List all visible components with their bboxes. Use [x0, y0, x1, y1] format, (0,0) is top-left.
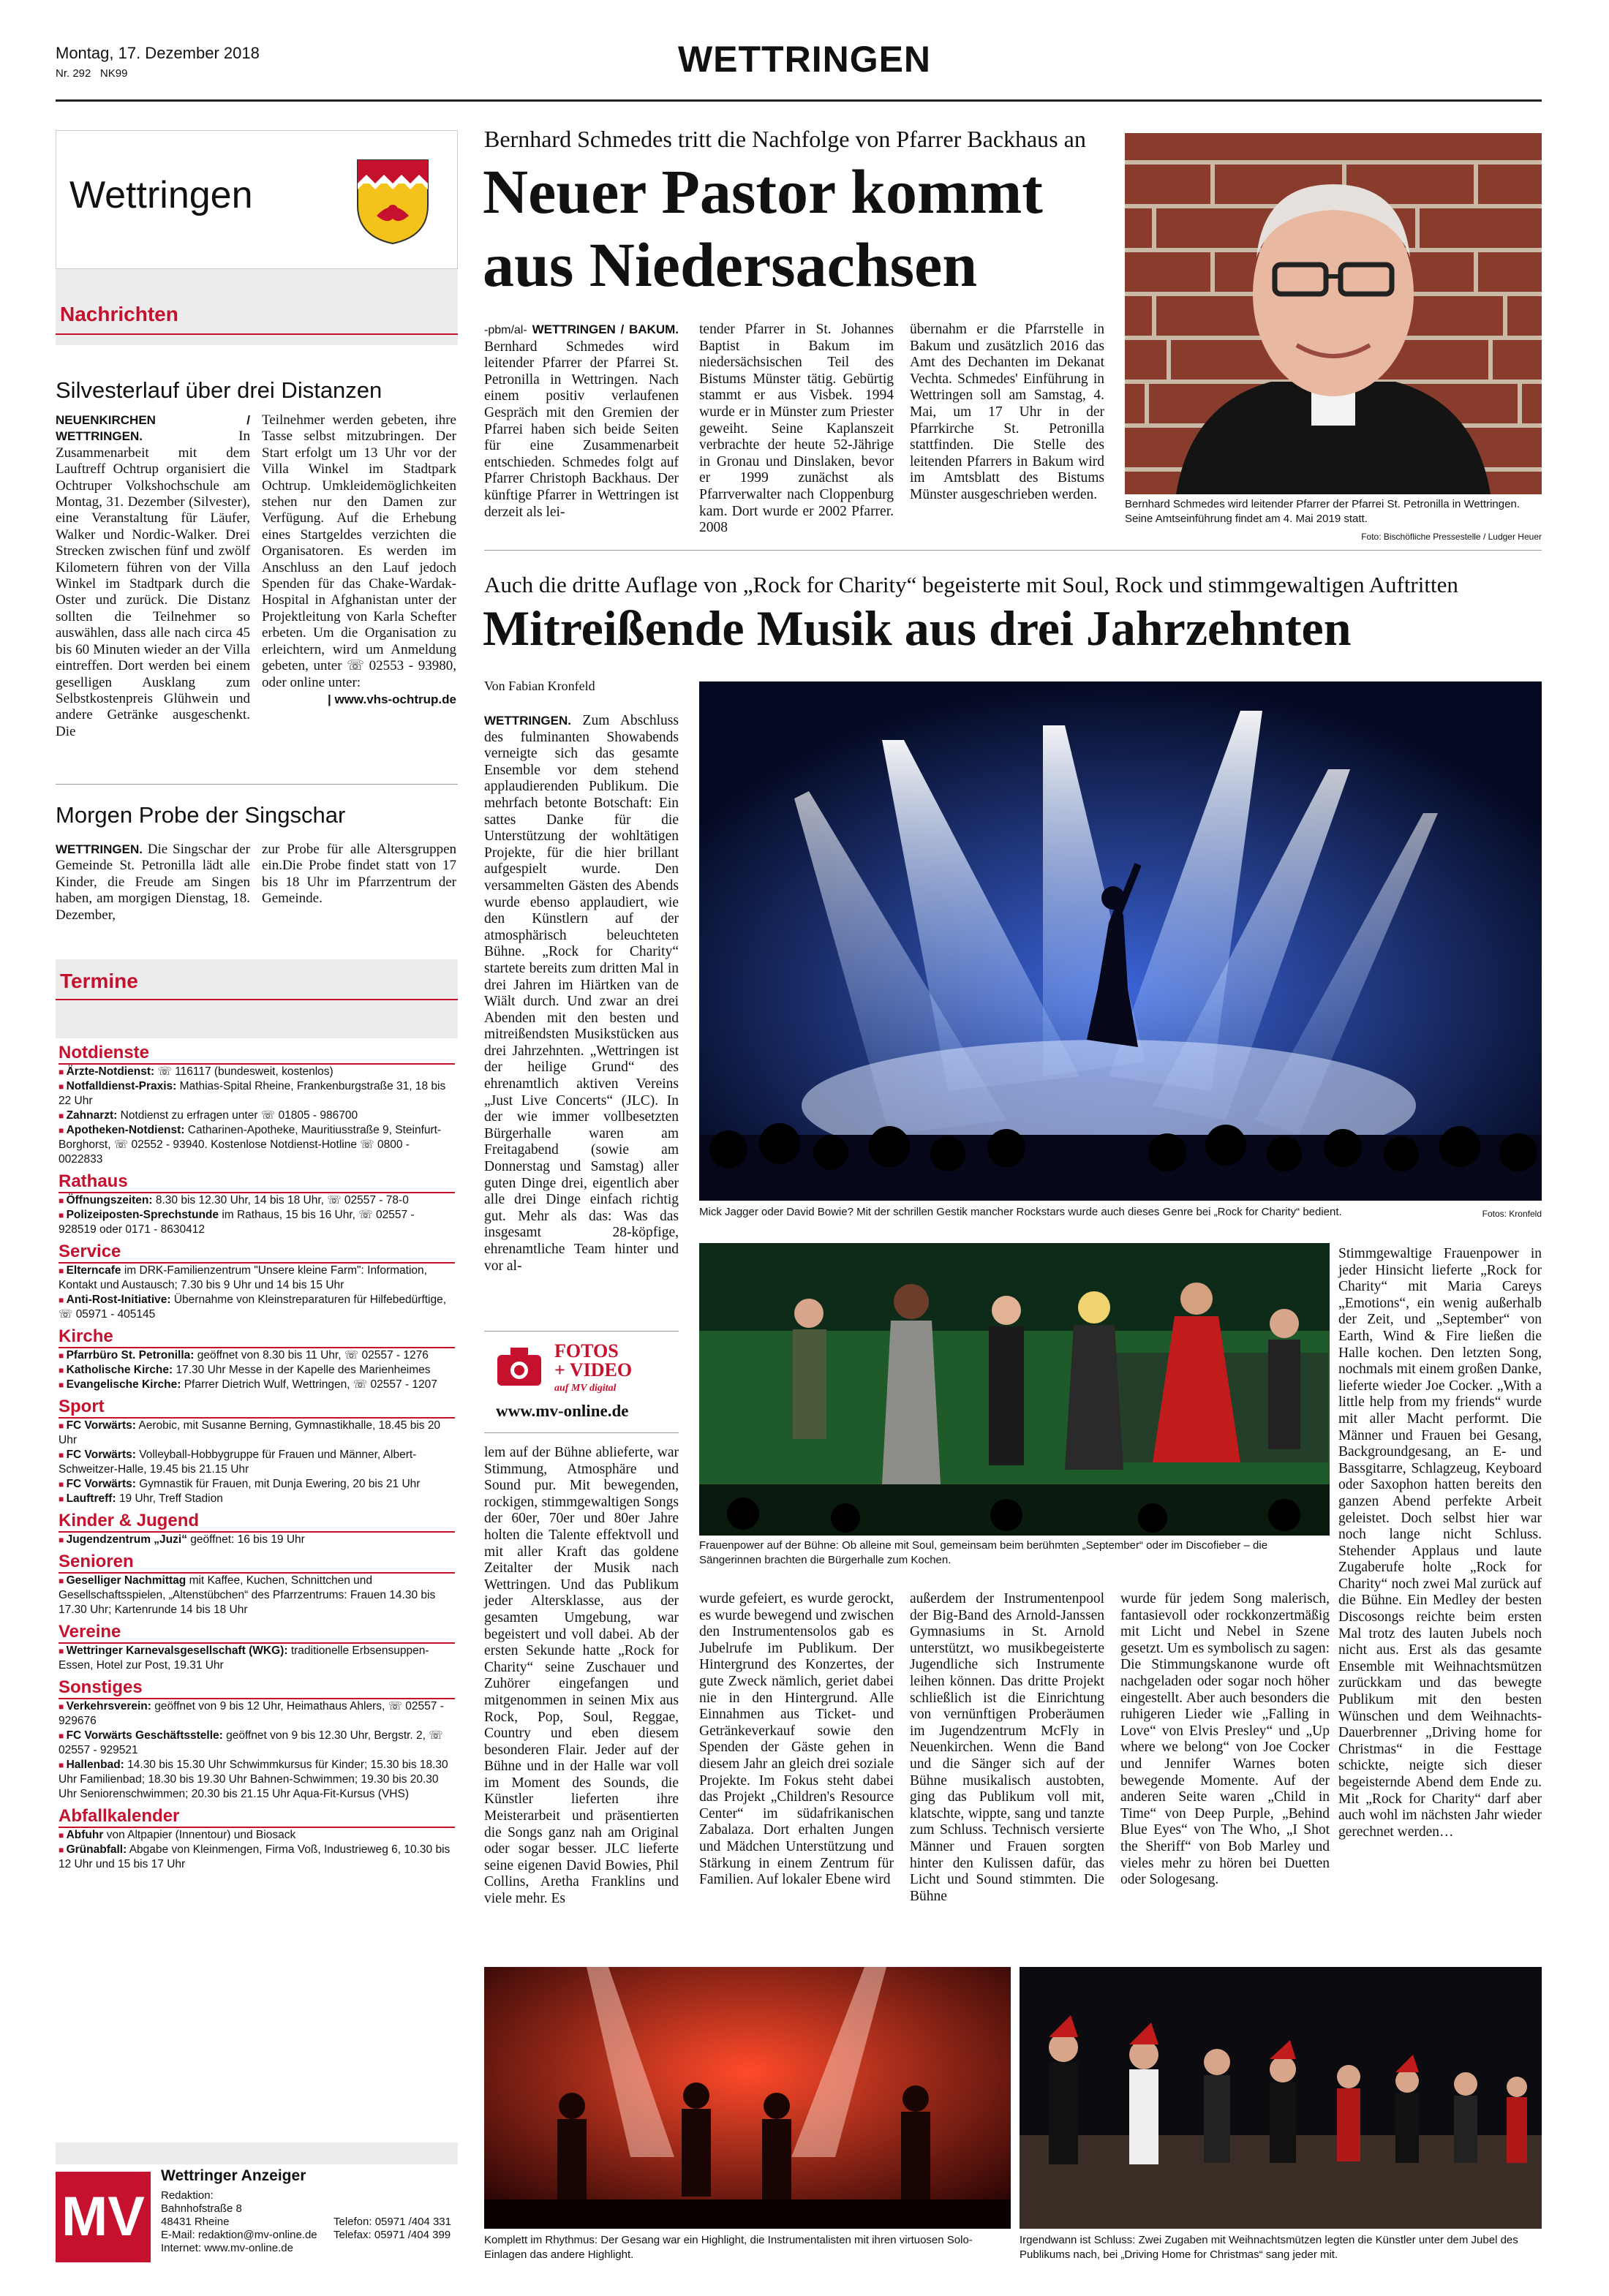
news1-title: Silvesterlauf über drei Distanzen	[56, 377, 383, 403]
termine-item-text: im Rathaus, 15 bis 16 Uhr, ☏ 02557 - 928519 oder 0171 - 8630412	[59, 1209, 415, 1236]
termine-item	[59, 1533, 455, 1547]
impressum	[56, 2164, 458, 2274]
termine-item-text: im DRK-Familienzentrum "Unsere kleine Farm": Information, Kontakt und Austausch; 7.30 bis 9 Uhr und 14 bis 15 Uhr	[59, 1264, 427, 1291]
pastor-photo	[1125, 133, 1542, 494]
termine-heading: Kirche	[59, 1326, 455, 1348]
promo-url[interactable]: www.mv-online.de	[496, 1402, 629, 1420]
caption-main-credit: Fotos: Kronfeld	[1482, 1209, 1542, 1219]
termine-item	[59, 1843, 455, 1872]
news2-title: Morgen Probe der Singschar	[56, 802, 346, 828]
camera-icon	[496, 1345, 543, 1389]
caption-main-photo: Mick Jagger oder David Bowie? Mit der schrillen Gestik mancher Rockstars wurde auch dieses Genre bei „Rock for Charity“ bedient.	[699, 1206, 1342, 1218]
article1-col2: tender Pfarrer in St. Johannes Baptist in Bakum im niedersächsischen Teil des Bistums Münster tätig. Gebürtig stammt er aus Visbek. 1994 wurde er in Münster zum Priester geweiht. Seine Kaplanszeit verbrachte der heute 52-Jährige in Gronau und Dinslaken, bevor er 1999 zunächst als Pfarrverwalter nach Cloppenburg kam. Dort wurde er 2002 Pfarrer. 2008	[699, 322, 894, 536]
band-on-stage-icon	[484, 1967, 1011, 2229]
termine-item-label: ■ Katholische Kirche:	[59, 1364, 173, 1376]
termine-heading: Abfallkalender	[59, 1806, 455, 1828]
termine-heading: Rathaus	[59, 1171, 455, 1193]
caption-singers-photo: Frauenpower auf der Bühne: Ob alleine mit Soul, gemeinsam beim berühmten „September“ oder im Discofieber – die Sängerinnen brachten die Bürgerhalle zum Kochen.	[699, 1539, 1268, 1566]
promo-box[interactable]	[484, 1331, 679, 1433]
termine-item	[59, 1492, 455, 1506]
stage-lights-icon	[699, 681, 1542, 1201]
termine-item	[59, 1264, 455, 1293]
concert-photo-singers	[699, 1243, 1330, 1536]
article1-headline	[483, 155, 1043, 301]
article1-headline-line1: Neuer Pastor kommt	[483, 156, 1043, 227]
termine-item	[59, 1477, 455, 1492]
article2-col4: wurde für jedem Song malerisch, fantasievoll oder rockkonzertmäßig mit Licht und Nebel in Szene gesetzt. Um es symbolisch zu sagen: Die Stimmungskanone wurde oft nachgeladen oder sogar noch höher eingestellt. Aber auch besonders die ruhigeren Lieder wie „Falling in Love“ von Elvis Presley“ und „Up where we belong“ von Joe Cocker und Jennifer Warnes boten bewegende Momente. Auf der anderen Seite waren „Child in Time“ von Deep Purple, „Behind Blue Eyes“ von The Who, „I Shot the Sheriff“ von Bob Marley und vieles mehr zu hören bei Duetten oder Sologesang.	[1120, 1591, 1330, 1888]
termine-item	[59, 1828, 455, 1843]
termine-item-label: ■ Polizeiposten-Sprechstunde	[59, 1209, 219, 1221]
article1-dateline: WETTRINGEN / BAKUM.	[532, 322, 679, 336]
termine-item-text: Notdienst zu erfragen unter ☏ 01805 - 986700	[120, 1109, 358, 1122]
article2-kicker: Auch die dritte Auflage von „Rock for Charity“ begeisterte mit Soul, Rock und stimmgewaltigen Auftritten	[484, 572, 1458, 597]
termine-item-label: ■ Apotheken-Notdienst:	[59, 1124, 184, 1136]
termine-item-text: Aerobic, mit Susanne Berning, Gymnastikhalle, 18.45 bis 20 Uhr	[59, 1419, 441, 1446]
article1-headline-line2: aus Niedersachsen	[483, 230, 978, 300]
termine-heading: Notdienste	[59, 1043, 455, 1065]
termine-item	[59, 1729, 455, 1758]
termine-item-label: ■ FC Vorwärts:	[59, 1478, 136, 1490]
article2-byline: Von Fabian Kronfeld	[484, 679, 595, 693]
termine-item-text: geöffnet von 9 bis 12.30 Uhr, Bergstr. 2, ☏ 02557 - 929521	[59, 1729, 443, 1756]
termine-item	[59, 1123, 455, 1167]
termine-item	[59, 1065, 455, 1079]
termine-item	[59, 1574, 455, 1617]
termine-item-label: ■ Grünabfall:	[59, 1843, 127, 1856]
news1-col1-text: In Zusammenarbeit mit dem Lauftreff Ochtrup organisiert die Ochtruper Volkshochschule am Montag, 31. Dezember (Silvester), eine Veranstaltung für Läufer, Walker und Nordic-Walker. Drei Strecken zwischen fünf und zwölf Kilometern führen von der Villa Winkel im Stadtpark durch die Oster und zurück. Die Distanz sollten die Teilnehmer so auswählen, dass alle nach circa 45 bis 60 Minuten wieder an der Villa eintreffen. Dort werden bei einem geselligen Ausklang zum Selbstkostenpreis Glühwein und andere Getränke ausgeschenkt. Die	[56, 428, 250, 739]
termine-heading: Sonstiges	[59, 1677, 455, 1699]
termine-item-label: ■ Geselliger Nachmittag	[59, 1574, 186, 1587]
termine-item-text: Übernahme von Kleinstreparaturen für Hilfebedürftige, ☏ 05971 - 405145	[59, 1294, 447, 1321]
termine-item-label: ■ Wettringer Karnevalsgesellschaft (WKG):	[59, 1644, 288, 1657]
pastor-photo-credit: Foto: Bischöfliche Pressestelle / Ludger Heuer	[1361, 532, 1542, 542]
article2-col5: Stimmgewaltige Frauenpower in jeder Hinsicht lieferte „Rock for Charity“ mit Maria Careys „Emotions“, ein wenig außerhalb der Zeit, und „September“ von Earth, Wind & Fire ließen die Halle kochen. Den letzten Song, nochmals mit einem großen Danke, lieferte wieder Joe Cocker. „With a little help from my friends“ wurde mit aller Macht performt. Die Männer und Frauen bei Gesang, Backgroundgesang, an E- und Bassgitarre, Schlagzeug, Keyboard oder Saxophon hatten bereits den ganzen Abend perfekte Arbeit geleistet. Doch selbst hier war noch lange nicht Schluss. Stehender Applaus und laute Zugaberufe holte „Rock for Charity“ noch zwei Mal zurück auf die Bühne. Ein Medley der besten Discosongs reichte beim ersten Mal trotz des lauten Jubels noch nicht aus. Erst als das gesamte Ensemble mit Weihnachtsmützen zurückkam und das bewegte Publikum mit den besten Wünschen und dem Weihnachts-Dauerbrenner „Driving home for Christmas“ in die Festtage schickte, neigte sich dieser begeisternde Abend dem Ende zu. Mit „Rock for Charity“ darf aber auch wohl im nächsten Jahr wieder gerechnet werden…	[1338, 1246, 1542, 1840]
termine-item-label: ■ Öffnungszeiten:	[59, 1194, 153, 1206]
termine-item-label: ■ FC Vorwärts Geschäftsstelle:	[59, 1729, 223, 1742]
news1-link[interactable]: | www.vhs-ochtrup.de	[327, 692, 456, 706]
pastor-caption: Bernhard Schmedes wird leitender Pfarrer der Pfarrei St. Petronilla in Wettringen. Seine Amtseinführung findet am 4. Mai 2019 statt.	[1125, 498, 1520, 525]
article-divider	[484, 550, 1542, 551]
termine-label: Termine	[60, 970, 138, 992]
termine-item-label: ■ Notfalldienst-Praxis:	[59, 1080, 176, 1092]
news2-dateline: WETTRINGEN.	[56, 842, 143, 856]
termine-item-label: ■ Zahnarzt:	[59, 1109, 117, 1122]
article1-col1-text: Bernhard Schmedes wird leitender Pfarrer der Pfarrei St. Petronilla in Wettringen. Nach einem positiv verlaufenen Gespräch mit den Gremien der Pfarrei haben sich beide Seiten für eine Zusammenarbeit entschieden. Schmedes folgt auf Pfarrer Christoph Backhaus. Der künftige Pfarrer in Wettringen ist derzeit als lei-	[484, 339, 679, 520]
termine-item-text: Gymnastik für Frauen, mit Dunja Ewering, 20 bis 21 Uhr	[139, 1478, 421, 1490]
termine-list	[56, 1038, 458, 2142]
article2-headline: Mitreißende Musik aus drei Jahrzehnten	[483, 600, 1352, 656]
termine-item-text: mit Kaffee, Kuchen, Schnittchen und Gesellschaftsspielen, „Altenstübchen“ des Pfarrzentrums: Frauen 14.30 bis 17.30 Uhr; Kartenrunde 14 bis 18 Uhr	[59, 1574, 436, 1616]
singers-on-stage-icon	[699, 1243, 1330, 1536]
termine-item-text: ☏ 116117 (bundesweit, kostenlos)	[157, 1065, 334, 1078]
termine-item-label: ■ Verkehrsverein:	[59, 1700, 151, 1712]
news1-dateline: NEUENKIRCHEN / WETTRINGEN.	[56, 413, 250, 444]
termine-item	[59, 1193, 455, 1208]
termine-item	[59, 1378, 455, 1392]
termine-item-text: geöffnet von 9 bis 12 Uhr, Heimathaus Ahlers, ☏ 02557 - 929676	[59, 1700, 444, 1727]
header-rule	[56, 99, 1542, 102]
concert-photo-finale	[1020, 1967, 1542, 2229]
impressum-city: 48431 Rheine	[161, 2216, 230, 2228]
issue-date: Montag, 17. Dezember 2018	[56, 44, 260, 62]
termine-item	[59, 1758, 455, 1802]
promo-line2: + VIDEO	[554, 1359, 633, 1381]
termine-item-text: Volleyball-Hobbygruppe für Frauen und Männer, Albert-Schweitzer-Halle, 19.45 bis 21.15 Uhr	[59, 1449, 417, 1476]
termine-item-label: ■ Elterncafe	[59, 1264, 121, 1277]
concert-photo-main	[699, 681, 1542, 1201]
termine-item-label: ■ FC Vorwärts:	[59, 1419, 136, 1432]
promo-line3: auf MV digital	[554, 1383, 617, 1394]
impressum-phone	[334, 2216, 451, 2242]
article1-col1	[484, 322, 679, 521]
article2-col1b: lem auf der Bühne ablieferte, war Stimmung, Atmosphäre und Sound pur. Mit bewegenden, rockigen, stimmgewaltigen Songs der 60er, 70er und 80er Jahre holten die Talente effektvoll und mit aller Kraft das goldene Zeitalter der Musik nach Wettringen. Und das Publikum jeder Altersklasse, aus der gesamten Umgebung, war begeistert und voll dabei. Ab der ersten Sekunde hatte „Rock for Charity“ seine Zuschauer und Zuhörer eingefangen und mitgenommen in seinen Mix aus Rock, Pop, Soul, Reggae, Country und eben diesem besonderen Flair. Jeder auf der Bühne und in der Halle war voll im Moment des Sounds, die Künstler lieferten ihre Meisterarbeit und präsentierten die Songs ganz nah am Original oder sogar besser. JLC lieferte seine eigenen David Bowies, Phil Collins, Aretha Franklins und viele mehr. Es	[484, 1445, 679, 1907]
termine-item	[59, 1448, 455, 1477]
promo-title	[554, 1342, 632, 1380]
termine-item-label: ■ Hallenbad:	[59, 1759, 124, 1771]
impressum-telefax: Telefax: 05971 /404 399	[334, 2229, 451, 2241]
nachrichten-label: Nachrichten	[60, 303, 178, 325]
termine-item-text: geöffnet: 16 bis 19 Uhr	[190, 1533, 305, 1546]
caption-finale-photo: Irgendwann ist Schluss: Zwei Zugaben mit Weihnachtsmützen legten die Künstler unter dem Jubel des Publikums nach, bei „Driving Home for Christmas“ sang jeder mit.	[1020, 2234, 1518, 2261]
termine-item-label: ■ Pfarrbüro St. Petronilla:	[59, 1349, 194, 1362]
termine-item-text: 17.30 Uhr Messe in der Kapelle des Marienheimes	[176, 1364, 431, 1376]
local-title: Wettringen	[69, 174, 253, 216]
termine-heading: Sport	[59, 1397, 455, 1419]
issue-nr: Nr. 292	[56, 67, 91, 80]
termine-heading: Service	[59, 1242, 455, 1264]
termine-item-label: ■ Jugendzentrum „Juzi“	[59, 1533, 187, 1546]
termine-item	[59, 1109, 455, 1123]
termine-item	[59, 1208, 455, 1237]
termine-item	[59, 1699, 455, 1729]
news-singschar	[56, 784, 458, 959]
termine-item-text: 8.30 bis 12.30 Uhr, 14 bis 18 Uhr, ☏ 02557 - 78-0	[155, 1194, 409, 1206]
finale-santa-hats-icon	[1020, 1967, 1542, 2229]
impressum-address	[161, 2189, 317, 2255]
termine-item-label: ■ Ärzte-Notdienst:	[59, 1065, 154, 1078]
promo-line1: FOTOS	[554, 1340, 619, 1362]
termine-item-text: von Altpapier (Innentour) und Biosack	[106, 1829, 296, 1841]
termine-rule	[56, 999, 458, 1000]
termine-item-text: 19 Uhr, Treff Stadion	[118, 1492, 223, 1505]
termine-item-text: Abgabe von Kleinmengen, Firma Voß, Industrieweg 6, 10.30 bis 12 Uhr und 15 bis 17 Uhr	[59, 1843, 451, 1870]
news1-col1	[56, 412, 250, 740]
termine-item	[59, 1293, 455, 1322]
termine-item-text: traditionelle Erbsensuppen-Essen, Hotel zur Post, 19.31 Uhr	[59, 1644, 429, 1672]
termine-heading: Senioren	[59, 1552, 455, 1574]
termine-item-label: ■ Anti-Rost-Initiative:	[59, 1294, 171, 1306]
impressum-redaktion: Redaktion:	[161, 2189, 214, 2202]
impressum-email[interactable]: E-Mail: redaktion@mv-online.de	[161, 2229, 317, 2241]
termine-item-text: Pfarrer Dietrich Wulf, Wettringen, ☏ 02557 - 1207	[184, 1378, 437, 1391]
impressum-street: Bahnhofstraße 8	[161, 2202, 242, 2215]
termine-item-label: ■ FC Vorwärts:	[59, 1449, 136, 1461]
issue-code: NK99	[99, 67, 128, 80]
termine-heading: Kinder & Jugend	[59, 1511, 455, 1533]
article2-col1-text: Zum Abschluss des fulminanten Showabends verneigte sich das gesamte Ensemble vor dem stehend applaudierenden Publikum. Die mehrfach betonte Botschaft: Ein sattes Danke für die Unterstützung der wohltätigen Projekte, für die hier brillant aufgespielt wurde. Den versammelten Gästen des Abends wurde ebenso applaudiert, wie den Künstlern auf der atmosphärisch beleuchteten Bühne. „Rock for Charity“ startete bereits zum dritten Mal in drei Jahren im Hiärtken van de Wiält durch. Und zwar an drei Abenden mit den besten und mitreißendsten Musikstücken aus drei Jahrzehnten. „Wettringen ist der heilige Grund“ des ehrenamtlich aktiven Vereins „Just Live Concerts“ (JLC). In der wie immer vollbesetzten Bürgerhalle waren am Freitagabend (sowie am Donnerstag und Samstag) aller guten Dinge drei, eigentlich aber alle drei Dinge einfach richtig gut. Mehr als das: Was das insgesamt 28-köpfige, ehrenamtliche Team hinter und vor al-	[484, 713, 679, 1274]
news1-col2: Teilnehmer werden gebeten, ihre Tasse selbst mitzubringen. Der Start erfolgt um 13 Uhr vor der Villa Winkel im Stadtpark Ochtrup. Umkleidemöglichkeiten stehen nur den Damen zur Verfügung. Auf die Erhebung eines Startgeldes verzichten die Organisatoren. Es werden im Anschluss an den Lauf jedoch Spenden für das Chake-Wardak-Hospital in Afghanistan unter der Projektleitung von Karla Schefter erbeten. Um die Organisation zu erleichtern, wird um Anmeldung gebeten, unter ☏ 02553 - 93980, oder online unter:	[262, 412, 456, 690]
impressum-internet[interactable]: Internet: www.mv-online.de	[161, 2242, 293, 2254]
concert-photo-band	[484, 1967, 1011, 2229]
termine-item-label: ■ Lauftreff:	[59, 1492, 116, 1505]
article2-col2: wurde gefeiert, es wurde gerockt, es wurde bewegend und zwischen den Instrumentensolos gab es Jubelrufe im Publikum. Der Hintergrund des Konzertes, der gute Zweck nämlich, geriet dabei nie in den Hintergrund. Alle Einnahmen aus Ticket- und Getränkeverkauf sowie den Spenden der Gäste gehen in diesem Jahr an gleich drei soziale Projekte. Im Fokus steht dabei das Projekt „Children's Resource Center“ im südafrikanischen Zabalaza. Dort erhalten Jungen und Mädchen Unterstützung und Stärkung in einem Zentrum für Familien. Auf lokaler Ebene wird	[699, 1591, 894, 1888]
mv-logo: MV	[56, 2172, 151, 2262]
termine-item-text: Catharinen-Apotheke, Mauritiusstraße 9, Steinfurt-Borghorst, ☏ 02552 - 93940. Kostenlose Notdienst-Hotline ☏ 0800 - 0022833	[59, 1124, 442, 1166]
termine-item	[59, 1644, 455, 1673]
article2-col3: außerdem der Instrumentenpool der Big-Band des Arnold-Janssen Gymnasiums in St. Arnold unterstützt, wo musikbegeisterte Jugendliche sich Instrumente leihen können. Das dritte Projekt schließlich ist die Einrichtung von vernünftigen Proberäumen im Jugendzentrum McFly in Neuenkirchen. Wenn die Band und die Sänger sich auf der Bühne musikalisch austobten, ging das Publikum voll mit, klatschte, wippte, sang und tanzte zum Schluss. Technisch versierte Männer und Frauen sorgten hinter den Kulissen dafür, das Licht und Sound stimmten. Die Bühne	[910, 1591, 1104, 1904]
termine-item-text: 14.30 bis 15.30 Uhr Schwimmkursus für Kinder; 15.30 bis 18.30 Uhr Familienbad; 18.30 bis 19.30 Uhr Bahnen-Schwimmen; 19.30 bis 20.30 Uhr Seniorenschwimmen; 20.30 bis 21.15 Uhr Aqua-Fit-Kursus (VHS)	[59, 1759, 448, 1800]
termine-item-label: ■ Abfuhr	[59, 1829, 103, 1841]
article1-author: -pbm/al-	[484, 324, 527, 336]
impressum-name: Wettringer Anzeiger	[161, 2167, 306, 2184]
termine-item	[59, 1348, 455, 1363]
local-title-box	[56, 130, 458, 269]
article2-dateline: WETTRINGEN.	[484, 714, 571, 728]
termine-item-text: geöffnet von 8.30 bis 11 Uhr, ☏ 02557 - 1276	[197, 1349, 429, 1362]
news2-col1-text: Die Singschar der Gemeinde St. Petronilla lädt alle Kinder, die Freude am Singen haben, am morgigen Dienstag, 18. Dezember,	[56, 842, 250, 923]
caption-band-photo: Komplett im Rhythmus: Der Gesang war ein Highlight, die Instrumentalisten mit ihren virtuosen Solo-Einlagen das andere Highlight.	[484, 2234, 973, 2261]
termine-heading: Vereine	[59, 1622, 455, 1644]
pastor-portrait-icon	[1125, 133, 1542, 494]
termine-item	[59, 1363, 455, 1378]
news2-col2: zur Probe für alle Altersgruppen ein.Die Probe findet statt von 17 bis 18 Uhr im Pfarrzentrum der Gemeinde.	[262, 842, 456, 907]
nachrichten-rule	[56, 333, 458, 335]
article2-col1	[484, 713, 679, 1274]
article1-kicker: Bernhard Schmedes tritt die Nachfolge von Pfarrer Backhaus an	[484, 126, 1086, 152]
termine-item-label: ■ Evangelische Kirche:	[59, 1378, 181, 1391]
article1-col3: übernahm er die Pfarrstelle in Bakum und zusätzlich 2016 das Amt des Dechanten im Dekanat Vechta. Schmedes' Einführung in Wettringen soll am Samstag, 4. Mai, um 17 Uhr in der Pfarrkirche St. Petronilla stattfinden. Die Stelle des leitenden Pfarrers in Bakum wird im Amtsblatt des Bistums Münster ausgeschrieben werden.	[910, 322, 1104, 502]
impressum-telefon: Telefon: 05971 /404 331	[334, 2216, 451, 2228]
news-silvesterlauf	[56, 345, 458, 784]
termine-item	[59, 1079, 455, 1109]
section-title: WETTRINGEN	[677, 39, 932, 80]
termine-item-text: Mathias-Spital Rheine, Frankenburgstraße 31, 18 bis 22 Uhr	[59, 1080, 446, 1107]
termine-item	[59, 1419, 455, 1448]
coat-of-arms-icon	[355, 157, 431, 246]
news2-col1	[56, 842, 250, 924]
